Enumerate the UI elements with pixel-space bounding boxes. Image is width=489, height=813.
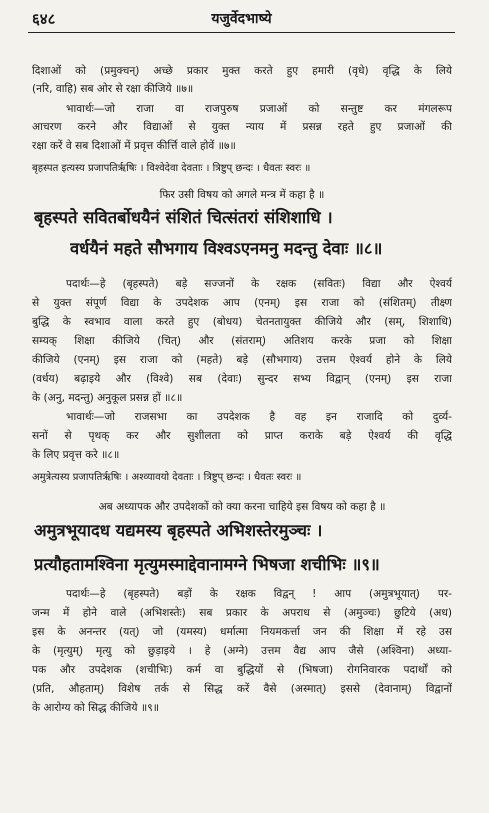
mantra-line: प्रत्यौहतामश्विना मृत्युमस्माद्देवानामग्ने भिषजा शचीभिः ॥९॥: [34, 555, 380, 574]
text-line: सनों से पृथक् कर और सुशीलता को प्राप्त कराके बड़े ऐश्वर्य की वृद्धि: [32, 430, 452, 442]
mantra-line: वर्धयैनं महते सौभगाय विश्वऽएनमनु मदन्तु देवाः ॥८॥: [70, 239, 383, 258]
text-line: के आरोग्य को सिद्ध कीजिये ॥९॥: [32, 702, 160, 714]
page-number: ६४८: [32, 10, 56, 28]
padarth-line: पदार्थः—हे (बृहस्पते) बड़े सज्जनों के रक्षक (सवितः) विद्या और ऐश्वर्य: [66, 278, 452, 290]
text-line: सम्यक् शिक्षा कीजिये (चित्) और (संतराम्) अतिशय करके प्रजा को शिक्षा: [32, 335, 452, 347]
text-line: से युक्त संपूर्ण विद्या के उपदेशक आप (एनम्) इस राजा को (संशितम्) तीक्ष्ण: [32, 297, 452, 309]
mantra-line: बृहस्पते सवितर्बोधयैनं संशितं चित्संतरां संशिशाधि ।: [34, 208, 333, 227]
text-line: रक्षा करें वे सब दिशाओं में प्रवृत्त कीर्त्ति वाले होवें ॥७॥: [32, 140, 236, 152]
text-line: आचरण करने और विद्याओं से युक्त न्याय में प्रसन्न रहते हुए प्रजाओं की: [32, 121, 452, 133]
bhavarth-line: भावार्थः—जो राजा वा राजपुरुष प्रजाओं को सन्तुष्ट कर मंगलरूप: [66, 103, 452, 115]
running-title: यजुर्वेदभाष्ये: [211, 11, 272, 27]
text-line: पक और उपदेशक (शचीभिः) कर्म वा बुद्धियों से (भिषजा) रोगनिवारक पदार्थों को: [32, 664, 452, 676]
text-line: इस के अनन्तर (यत्) जो (यमस्य) धर्मात्मा नियमकर्त्ता जन की शिक्षा में रहे उस: [32, 626, 452, 638]
text-line: बुद्धि के स्वभाव वाला करते हुए (बोधय) चेतनतायुक्त कीजिये और (सम्, शिशाधि): [32, 316, 452, 328]
text-line: जन्म में होने वाले (अभिशस्तेः) सब प्रकार के अपराध से (अमुञ्चः) छुटिये (अध): [32, 607, 452, 619]
text-line: के लिए प्रवृत्त करे ॥८॥: [32, 449, 120, 461]
text-line: के (अनु, मदन्तु) अनुकूल प्रसन्न हों ॥८॥: [32, 392, 183, 404]
text-line: (वर्धय) बढ़ाइये और (विश्वे) सब (देवाः) सुन्दर सभ्य विद्वान् (एनम्) इस राजा: [32, 373, 452, 385]
page-header: [28, 6, 455, 33]
rishi-devata-line: बृहस्पत इत्यस्य प्रजापतिर्ऋषिः । विश्वेदेवा देवताः । त्रिष्टुप् छन्दः । धैवतः स्वरः ॥: [32, 163, 311, 174]
text-line: कीजिये (एनम्) इस राजा को (महते) बड़े (सौभगाय) उत्तम ऐश्वर्य होने के लिये: [32, 354, 452, 366]
text-line: (प्रति, औहताम्) विशेष तर्क से सिद्ध करें वैसे (अस्मात्) इससे (देवानाम्) विद्वानों: [32, 683, 452, 695]
subject-intro: फिर उसी विषय को अगले मन्त्र में कहा है ॥: [159, 189, 325, 201]
subject-intro: अब अध्यापक और उपदेशकों को क्या करना चाहिये इस विषय को कहा है ॥: [98, 501, 386, 513]
rishi-devata-line: अमुत्रेत्यस्य प्रजापतिर्ऋषिः । अश्व्यावयो देवताः । त्रिष्टुप् छन्दः । धैवतः स्वरः ॥: [32, 472, 302, 483]
padarth-line: पदार्थः—हे (बृहस्पते) बड़ों के रक्षक विद्वन् ! आप (अमुत्रभूयात्) पर-: [66, 588, 452, 600]
text-line: दिशाओं को (प्रमुक्चन्) अच्छे प्रकार मुक्त करते हुए हमारी (वृधे) वृद्धि के लिये: [32, 65, 452, 77]
mantra-line: अमुत्रभूयादध यद्यमस्य बृहस्पते अभिशस्तेरमुञ्चः ।: [34, 521, 323, 540]
text-line: के (मृत्युम्) मृत्यु को छुड़ाइये । हे (अग्ने) उत्तम वैद्य आप जैसे (अश्विना) अध्या-: [32, 645, 452, 657]
bhavarth-line: भावार्थः—जो राजसभा का उपदेशक है वह इन राजादि को दुर्व्य-: [66, 411, 452, 423]
text-line: (नरि, वाहि) सब ओर से रक्षा कीजिये ॥७॥: [32, 83, 194, 95]
